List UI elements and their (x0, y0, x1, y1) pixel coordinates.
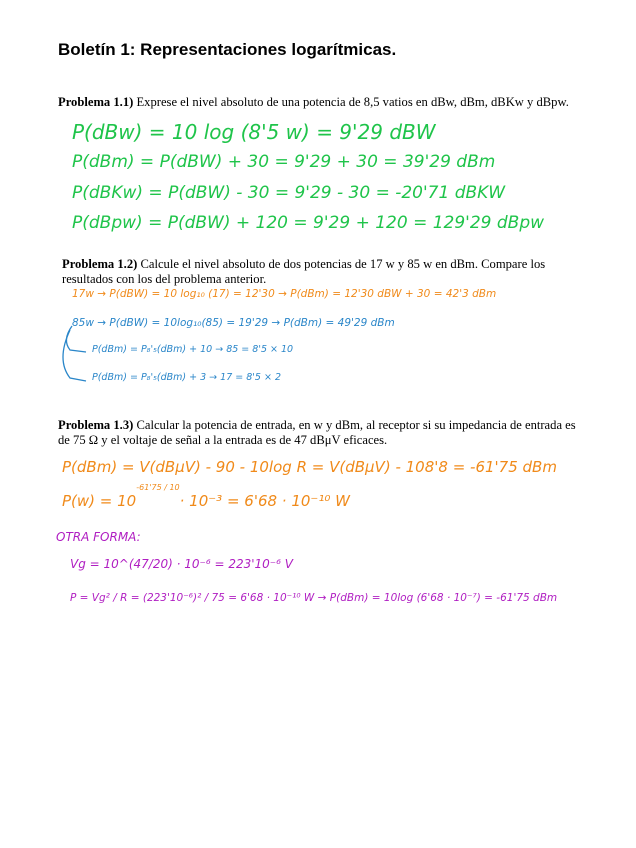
p3-line-2-rest: · 10⁻³ = 6'68 · 10⁻¹⁰ W (179, 492, 350, 510)
document-title: Boletín 1: Representaciones logarítmicas. (58, 40, 397, 59)
p3-line-2-exponent: -61'75 / 10 (136, 483, 180, 492)
p3-line-2-base: P(w) = 10 (62, 492, 137, 510)
p2-line-3: P(dBm) = P₈'₅(dBm) + 10 → 85 = 8'5 × 10 (92, 344, 294, 355)
problem-1-2-text: Calcule el nivel absoluto de dos potencias de 17 w y 85 w en dBm. Compare los resultados con los del problema anterior. (62, 257, 546, 286)
otra-line-1: Vg = 10^(47/20) · 10⁻⁶ = 223'10⁻⁶ V (70, 557, 293, 571)
p2-line-1: 17w → P(dBW) = 10 log₁₀ (17) = 12'30 → P(dBm) = 12'30 dBW + 30 = 42'3 dBm (72, 288, 497, 300)
p1-line-2: P(dBm) = P(dBW) + 30 = 9'29 + 30 = 39'29 dBm (72, 152, 496, 172)
problem-1-2-label: Problema 1.2) (62, 257, 138, 271)
p1-line-3: P(dBKw) = P(dBW) - 30 = 9'29 - 30 = -20'71 dBKW (72, 183, 506, 203)
otra-forma-heading: OTRA FORMA: (56, 530, 141, 544)
problem-1-1-label: Problema 1.1) (58, 95, 134, 109)
problem-1-3-label: Problema 1.3) (58, 418, 134, 432)
p3-line-1: P(dBm) = V(dBμV) - 90 - 10log R = V(dBμV) - 108'8 = -61'75 dBm (62, 458, 557, 476)
p2-line-2: 85w → P(dBW) = 10log₁₀(85) = 19'29 → P(dBm) = 49'29 dBm (72, 317, 395, 329)
p1-line-4: P(dBpw) = P(dBW) + 120 = 9'29 + 120 = 129'29 dBpw (72, 213, 545, 233)
arrow-curve-2 (63, 330, 86, 381)
problem-1-3-text: Calcular la potencia de entrada, en w y dBm, al receptor si su impedancia de entrada es de 75 Ω y el voltaje de señal a la entrada es de 47 dBμV eficaces. (58, 418, 576, 447)
p1-line-1: P(dBw) = 10 log (8'5 w) = 9'29 dBW (72, 120, 436, 144)
otra-line-2: P = Vg² / R = (223'10⁻⁶)² / 75 = 6'68 · 10⁻¹⁰ W → P(dBm) = 10log (6'68 · 10⁻⁷) = -61'75 dBm (70, 592, 558, 604)
problem-1-1-text: Exprese el nivel absoluto de una potencia de 8,5 vatios en dBw, dBm, dBKw y dBpw. (133, 95, 569, 109)
p2-line-4: P(dBm) = P₈'₅(dBm) + 3 → 17 = 8'5 × 2 (92, 372, 281, 383)
